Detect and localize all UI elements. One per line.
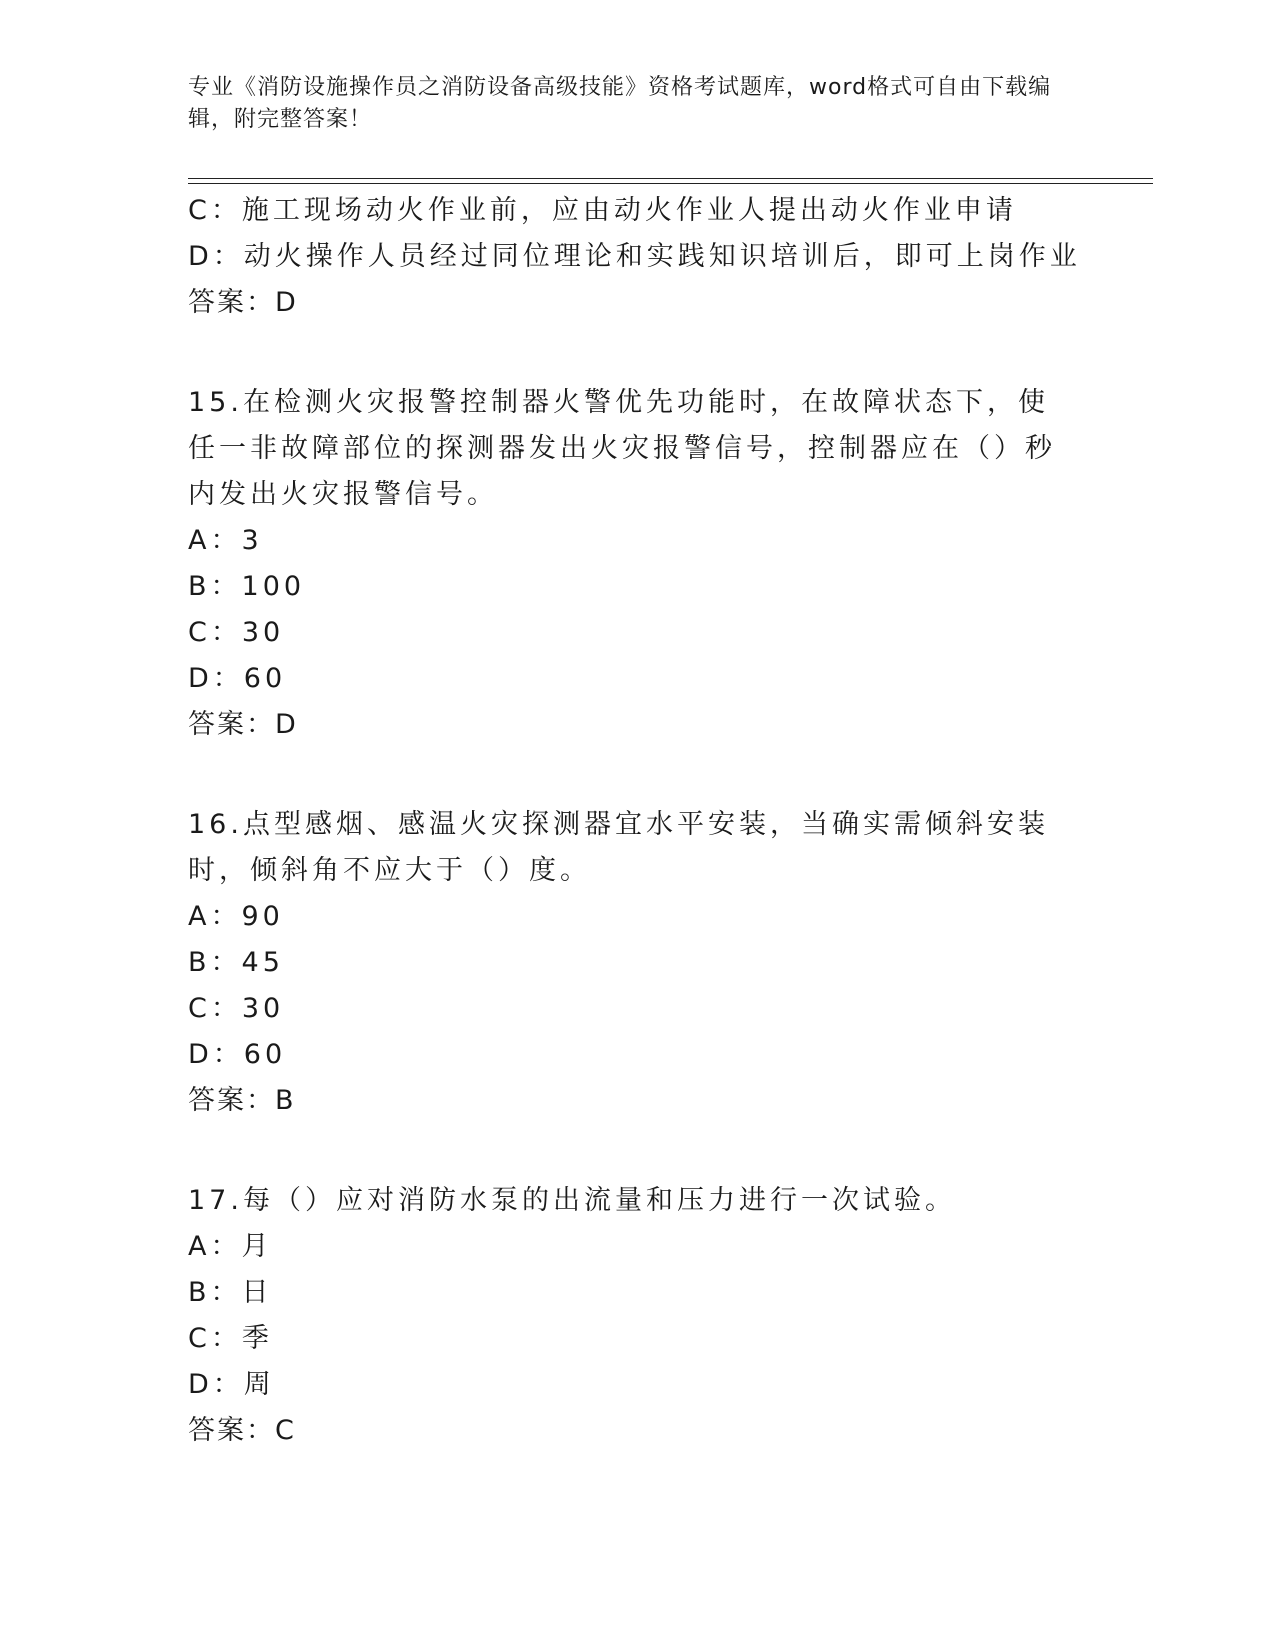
option-b: B：45 (188, 947, 284, 978)
question-stem: 15.在检测火灾报警控制器火警优先功能时，在故障状态下，使任一非故障部位的探测器发出火灾报警信号，控制器应在（）秒内发出火灾报警信号。 (188, 387, 1056, 510)
option-b: B：100 (188, 571, 306, 602)
option-b: B：日 (188, 1277, 273, 1308)
option-d: D：60 (188, 1039, 287, 1070)
option-c: C：30 (188, 993, 285, 1024)
answer: 答案：D (188, 709, 298, 740)
question-17 (188, 1178, 1088, 1454)
question-15 (188, 380, 1088, 748)
answer: 答案：C (188, 1415, 296, 1446)
answer: 答案：D (188, 287, 298, 318)
question-stem: 16.点型感烟、感温火灾探测器宜水平安装，当确实需倾斜安装时，倾斜角不应大于（）度。 (188, 809, 1049, 886)
option-c: C：季 (188, 1323, 273, 1354)
document-content (188, 188, 1088, 1454)
option-a: A：90 (188, 901, 284, 932)
answer: 答案：B (188, 1085, 296, 1116)
option-d: D：周 (188, 1369, 275, 1400)
option-c: C：30 (188, 617, 285, 648)
option-c: C：施工现场动火作业前，应由动火作业人提出动火作业申请 (188, 195, 1017, 226)
option-d: D：动火操作人员经过同位理论和实践知识培训后，即可上岗作业 (188, 241, 1081, 272)
option-a: A：3 (188, 525, 263, 556)
page-header: 专业《消防设施操作员之消防设备高级技能》资格考试题库，word格式可自由下载编辑，附完整答案！ (188, 75, 1052, 132)
header-rule-bottom (188, 183, 1153, 184)
option-d: D：60 (188, 663, 287, 694)
question-stem: 17.每（）应对消防水泵的出流量和压力进行一次试验。 (188, 1185, 956, 1216)
option-a: A：月 (188, 1231, 273, 1262)
question-16 (188, 802, 1088, 1124)
continued-question (188, 188, 1088, 326)
header-rule-top (188, 178, 1153, 179)
